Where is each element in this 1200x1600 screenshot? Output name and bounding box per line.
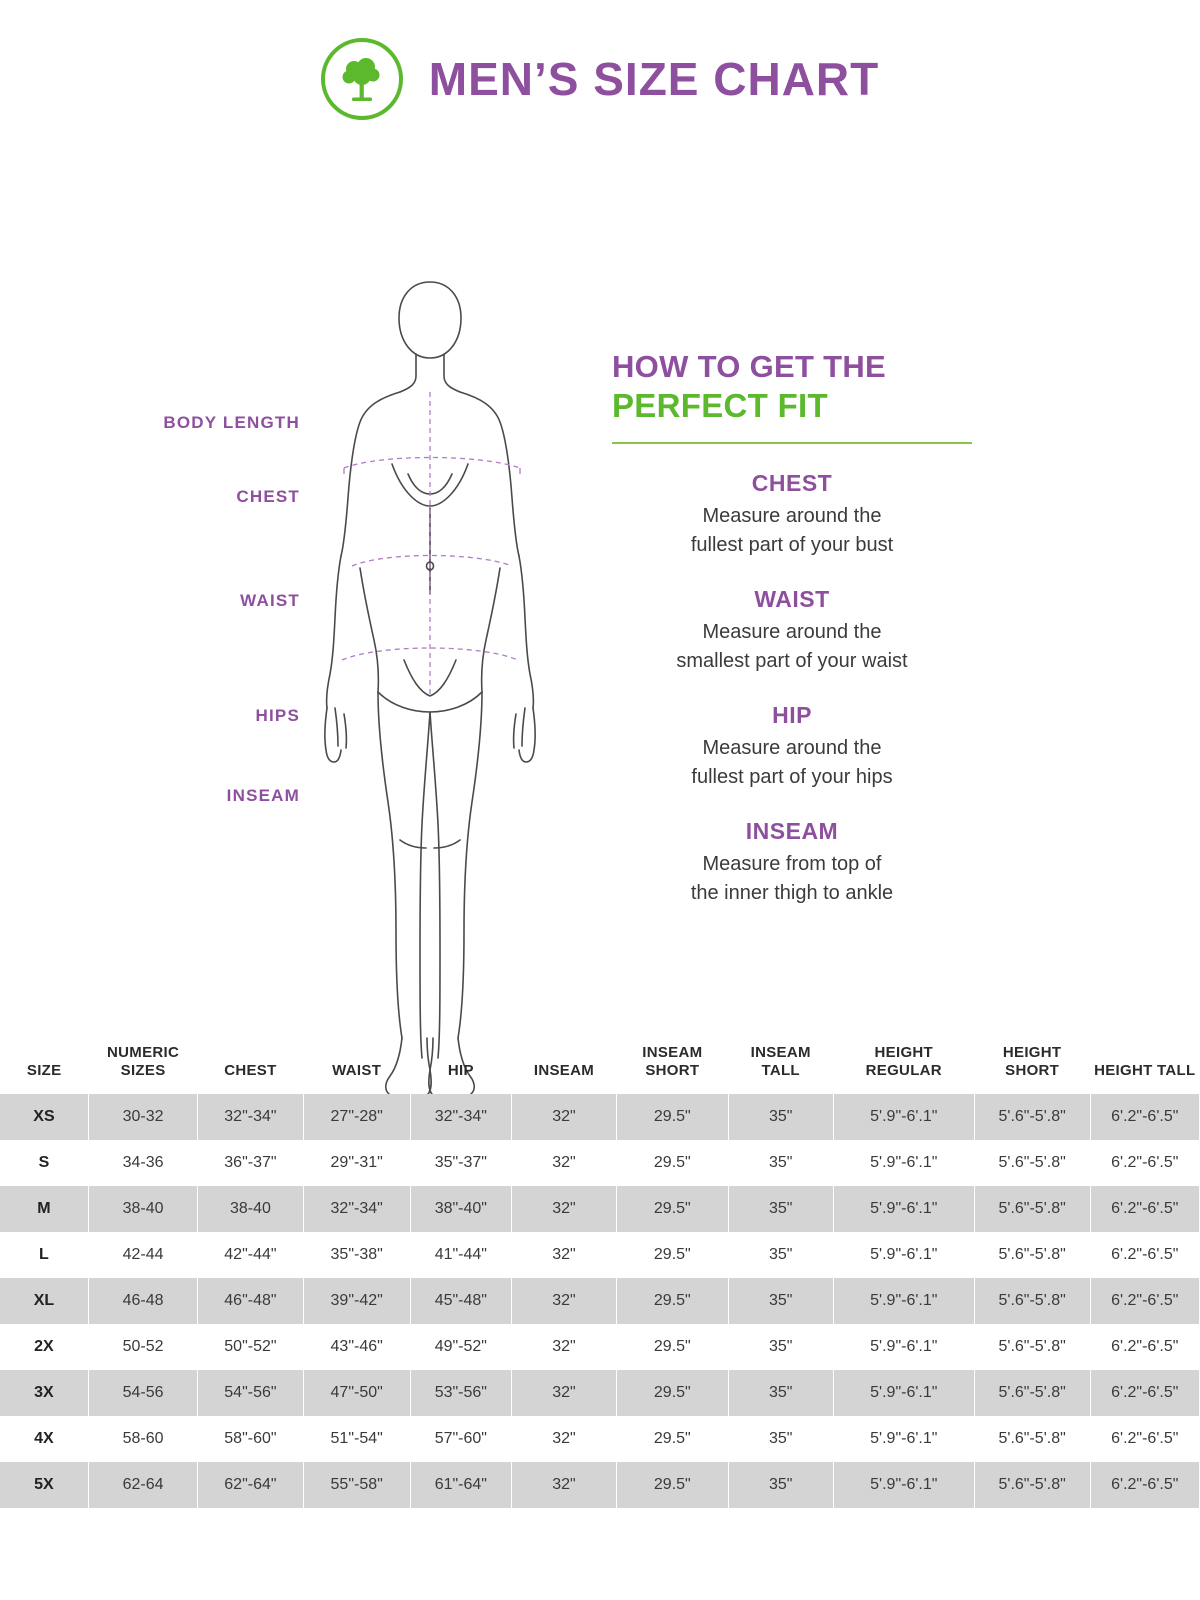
col-header-height-tall: HEIGHT TALL [1094, 1062, 1196, 1079]
cell-height-short: 5'.6"-5'.8" [974, 1416, 1090, 1462]
cell-height-regular: 5'.9"-6'.1" [833, 1232, 974, 1278]
col-header-numeric-sizes: NUMERIC SIZES [107, 1044, 180, 1079]
cell-size: XL [0, 1278, 88, 1324]
cell-inseam: 32" [511, 1186, 616, 1232]
col-header-height-short: HEIGHT SHORT [1002, 1044, 1062, 1079]
measure-block-hip [612, 702, 972, 792]
label-inseam: INSEAM [226, 786, 300, 805]
measure-desc-waist-line1: Measure around the [702, 621, 882, 644]
cell-inseam-short: 29.5" [617, 1370, 729, 1416]
cell-inseam-tall: 35" [728, 1186, 833, 1232]
cell-waist: 32"-34" [303, 1186, 410, 1232]
table-row [0, 1232, 1200, 1278]
cell-size: 3X [0, 1370, 88, 1416]
cell-height-short: 5'.6"-5'.8" [974, 1462, 1090, 1508]
measure-desc-chest-line2: fullest part of your bust [690, 534, 894, 557]
cell-hip: 61"-64" [410, 1462, 511, 1508]
measure-title-chest: CHEST [751, 470, 833, 497]
cell-hip: 53"-56" [410, 1370, 511, 1416]
cell-inseam: 32" [511, 1370, 616, 1416]
cell-numeric: 38-40 [88, 1186, 197, 1232]
cell-numeric: 58-60 [88, 1416, 197, 1462]
cell-size: 5X [0, 1462, 88, 1508]
divider [612, 442, 972, 444]
cell-height-short: 5'.6"-5'.8" [974, 1232, 1090, 1278]
cell-size: L [0, 1232, 88, 1278]
cell-inseam-tall: 35" [728, 1416, 833, 1462]
label-chest: CHEST [236, 487, 300, 506]
cell-height-short: 5'.6"-5'.8" [974, 1278, 1090, 1324]
cell-inseam-short: 29.5" [617, 1416, 729, 1462]
cell-numeric: 50-52 [88, 1324, 197, 1370]
page-title: MEN’S SIZE CHART [428, 53, 880, 105]
cell-size: M [0, 1186, 88, 1232]
cell-hip: 41"-44" [410, 1232, 511, 1278]
cell-size: S [0, 1140, 88, 1186]
table-row [0, 1416, 1200, 1462]
table-row [0, 1370, 1200, 1416]
measure-desc-hip-line1: Measure around the [702, 737, 882, 760]
cell-inseam-tall: 35" [728, 1278, 833, 1324]
cell-height-tall: 6'.2"-6'.5" [1090, 1416, 1199, 1462]
cell-chest: 50"-52" [198, 1324, 303, 1370]
measure-desc-waist-line2: smallest part of your waist [676, 650, 908, 673]
table-header-row [0, 1036, 1200, 1094]
page-header [0, 0, 1200, 120]
cell-height-short: 5'.6"-5'.8" [974, 1094, 1090, 1140]
cell-height-short: 5'.6"-5'.8" [974, 1370, 1090, 1416]
cell-height-tall: 6'.2"-6'.5" [1090, 1324, 1199, 1370]
cell-waist: 55"-58" [303, 1462, 410, 1508]
cell-inseam-tall: 35" [728, 1094, 833, 1140]
cell-inseam: 32" [511, 1232, 616, 1278]
cell-waist: 47"-50" [303, 1370, 410, 1416]
male-body-measurement-illustration [280, 268, 580, 1158]
cell-inseam: 32" [511, 1416, 616, 1462]
cell-chest: 32"-34" [198, 1094, 303, 1140]
measure-title-hip: HIP [772, 702, 812, 729]
label-waist: WAIST [240, 591, 300, 610]
how-to-heading [612, 348, 972, 426]
table-row [0, 1278, 1200, 1324]
cell-height-regular: 5'.9"-6'.1" [833, 1094, 974, 1140]
cell-height-regular: 5'.9"-6'.1" [833, 1462, 974, 1508]
cell-height-tall: 6'.2"-6'.5" [1090, 1462, 1199, 1508]
cell-chest: 38-40 [198, 1186, 303, 1232]
cell-numeric: 30-32 [88, 1094, 197, 1140]
cell-inseam-short: 29.5" [617, 1232, 729, 1278]
table-row [0, 1186, 1200, 1232]
cell-height-tall: 6'.2"-6'.5" [1090, 1232, 1199, 1278]
how-to-heading-line2: PERFECT FIT [612, 386, 828, 424]
measure-desc-chest-line1: Measure around the [702, 505, 882, 528]
cell-inseam-tall: 35" [728, 1462, 833, 1508]
how-to-panel [612, 348, 972, 908]
cell-numeric: 46-48 [88, 1278, 197, 1324]
tree-logo-icon [321, 38, 403, 120]
measure-block-waist [612, 586, 972, 676]
cell-waist: 27"-28" [303, 1094, 410, 1140]
cell-inseam-tall: 35" [728, 1324, 833, 1370]
cell-height-short: 5'.6"-5'.8" [974, 1186, 1090, 1232]
table-row [0, 1324, 1200, 1370]
label-hips: HIPS [255, 706, 300, 725]
measure-title-waist: WAIST [754, 586, 830, 613]
measure-desc-inseam-line1: Measure from top of [702, 853, 882, 876]
cell-height-regular: 5'.9"-6'.1" [833, 1186, 974, 1232]
label-body-length: BODY LENGTH [163, 413, 300, 432]
size-table-body [0, 1094, 1200, 1508]
cell-numeric: 54-56 [88, 1370, 197, 1416]
cell-numeric: 34-36 [88, 1140, 197, 1186]
cell-inseam: 32" [511, 1324, 616, 1370]
cell-hip: 32"-34" [410, 1094, 511, 1140]
cell-waist: 51"-54" [303, 1416, 410, 1462]
col-header-height-regular: HEIGHT REGULAR [865, 1044, 942, 1079]
cell-numeric: 62-64 [88, 1462, 197, 1508]
cell-hip: 49"-52" [410, 1324, 511, 1370]
cell-height-tall: 6'.2"-6'.5" [1090, 1370, 1199, 1416]
col-header-waist: WAIST [332, 1062, 382, 1079]
cell-numeric: 42-44 [88, 1232, 197, 1278]
cell-height-regular: 5'.9"-6'.1" [833, 1278, 974, 1324]
how-to-heading-line1: HOW TO GET THE [612, 349, 887, 384]
cell-inseam-tall: 35" [728, 1370, 833, 1416]
measure-block-inseam [612, 818, 972, 908]
col-header-inseam: INSEAM [533, 1062, 594, 1079]
cell-height-short: 5'.6"-5'.8" [974, 1324, 1090, 1370]
cell-height-tall: 6'.2"-6'.5" [1090, 1278, 1199, 1324]
cell-hip: 35"-37" [410, 1140, 511, 1186]
cell-height-regular: 5'.9"-6'.1" [833, 1370, 974, 1416]
table-row [0, 1462, 1200, 1508]
cell-height-regular: 5'.9"-6'.1" [833, 1416, 974, 1462]
cell-inseam: 32" [511, 1278, 616, 1324]
cell-size: 2X [0, 1324, 88, 1370]
measure-desc-hip-line2: fullest part of your hips [691, 766, 893, 789]
cell-inseam: 32" [511, 1462, 616, 1508]
cell-hip: 57"-60" [410, 1416, 511, 1462]
col-header-hip: HIP [447, 1062, 474, 1079]
cell-waist: 35"-38" [303, 1232, 410, 1278]
cell-inseam-tall: 35" [728, 1140, 833, 1186]
cell-hip: 38"-40" [410, 1186, 511, 1232]
cell-inseam: 32" [511, 1094, 616, 1140]
cell-height-regular: 5'.9"-6'.1" [833, 1140, 974, 1186]
cell-inseam: 32" [511, 1140, 616, 1186]
measure-block-chest [612, 470, 972, 560]
col-header-inseam-short: INSEAM SHORT [642, 1044, 703, 1079]
cell-chest: 58"-60" [198, 1416, 303, 1462]
cell-inseam-tall: 35" [728, 1232, 833, 1278]
cell-size: 4X [0, 1416, 88, 1462]
cell-height-tall: 6'.2"-6'.5" [1090, 1094, 1199, 1140]
cell-height-regular: 5'.9"-6'.1" [833, 1324, 974, 1370]
main-content [0, 120, 1200, 1020]
cell-size: XS [0, 1094, 88, 1140]
cell-inseam-short: 29.5" [617, 1278, 729, 1324]
col-header-size: SIZE [26, 1062, 62, 1079]
cell-inseam-short: 29.5" [617, 1186, 729, 1232]
cell-height-short: 5'.6"-5'.8" [974, 1140, 1090, 1186]
col-header-chest: CHEST [224, 1062, 277, 1079]
cell-hip: 45"-48" [410, 1278, 511, 1324]
cell-chest: 36"-37" [198, 1140, 303, 1186]
cell-chest: 46"-48" [198, 1278, 303, 1324]
table-row [0, 1094, 1200, 1140]
measure-desc-inseam-line2: the inner thigh to ankle [690, 882, 894, 905]
cell-height-tall: 6'.2"-6'.5" [1090, 1186, 1199, 1232]
size-table-head [0, 1036, 1200, 1094]
table-row [0, 1140, 1200, 1186]
cell-chest: 42"-44" [198, 1232, 303, 1278]
cell-waist: 43"-46" [303, 1324, 410, 1370]
col-header-inseam-tall: INSEAM TALL [750, 1044, 811, 1079]
size-table [0, 1036, 1200, 1508]
measure-title-inseam: INSEAM [745, 818, 839, 845]
cell-chest: 62"-64" [198, 1462, 303, 1508]
cell-inseam-short: 29.5" [617, 1462, 729, 1508]
cell-chest: 54"-56" [198, 1370, 303, 1416]
cell-waist: 29"-31" [303, 1140, 410, 1186]
cell-inseam-short: 29.5" [617, 1324, 729, 1370]
cell-waist: 39"-42" [303, 1278, 410, 1324]
cell-inseam-short: 29.5" [617, 1140, 729, 1186]
cell-inseam-short: 29.5" [617, 1094, 729, 1140]
cell-height-tall: 6'.2"-6'.5" [1090, 1140, 1199, 1186]
